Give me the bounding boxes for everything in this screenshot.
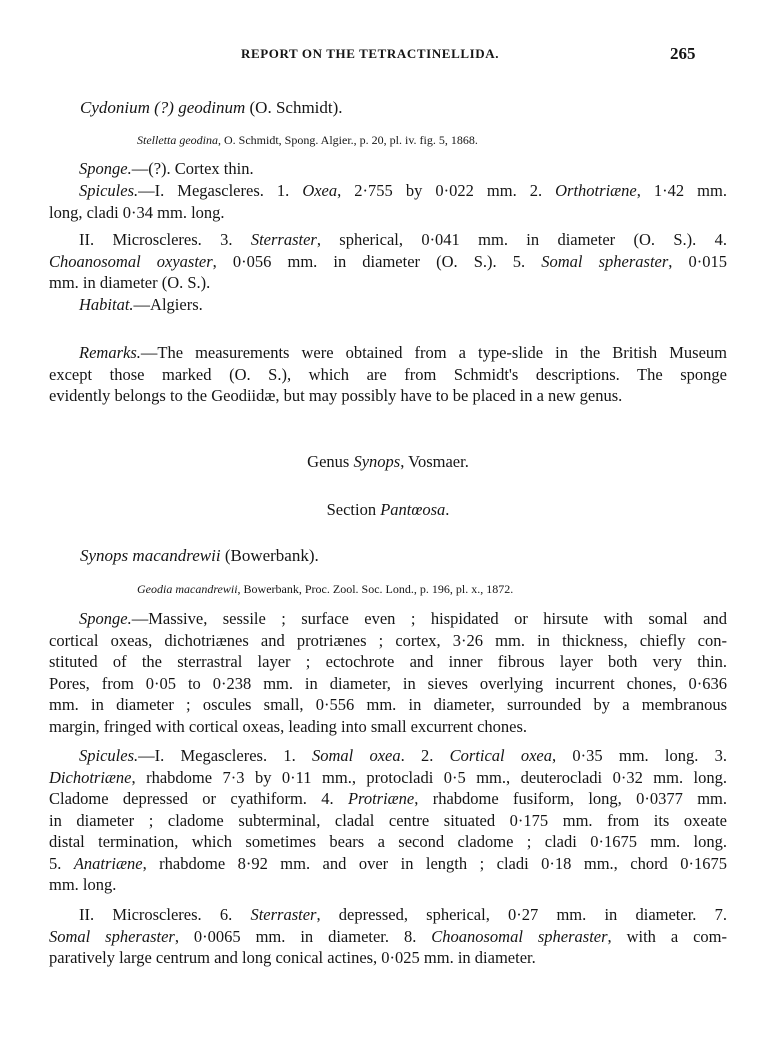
- species-name: Cydonium (?) geodinum: [80, 98, 246, 117]
- species-author: (O. Schmidt).: [249, 98, 343, 117]
- species-author: (Bowerbank).: [224, 546, 319, 565]
- sponge-paragraph: Sponge.—Massive, sessile ; surface even ; hispidated or hirsute with somal and cortical oxeas, dichotriænes and protriænes ; cortex, 3·26 mm. in thickness, chiefly con- stituted of the sterrastral layer ; ectochrote and inner fibrous layer both very thin. Pores, from 0·05 to 0·238 mm. in diameter, in sieves overlying incurrent chones, 0·636 mm. in diameter ; oscules small, 0·556 mm. in diameter, surrounded by a membranous margin, fringed with cortical oxeas, leading into small excurrent chones.: [49, 609, 727, 736]
- species-name: Synops macandrewii: [80, 546, 221, 565]
- sponge-paragraph: Sponge.—(?). Cortex thin.: [79, 159, 254, 178]
- genus-heading: Genus Synops, Vosmaer.: [307, 452, 469, 471]
- species-heading-synops: [80, 546, 319, 566]
- remarks-paragraph: Remarks.—The measurements were obtained from a type-slide in the British Museum except those marked (O. S.), which are from Schmidt's descriptions. The sponge evidently belongs to the Geodiidæ, but may possibly have to be placed in a new genus.: [49, 343, 727, 405]
- synonym-reference: Stelletta geodina, O. Schmidt, Spong. Algier., p. 20, pl. iv. fig. 5, 1868.: [137, 133, 478, 147]
- microscleres-paragraph: II. Microscleres. 3. Sterraster, spherical, 0·041 mm. in diameter (O. S.). 4. Choanosomal oxyaster, 0·056 mm. in diameter (O. S.). 5. Somal spheraster, 0·015 mm. in diameter (O. S.).: [49, 230, 727, 292]
- microscleres-paragraph: II. Microscleres. 6. Sterraster, depressed, spherical, 0·27 mm. in diameter. 7. Somal spheraster, 0·0065 mm. in diameter. 8. Choanosomal spheraster, with a com- paratively large centrum and long conical actines, 0·025 mm. in diameter.: [49, 905, 728, 967]
- synonym-reference: Geodia macandrewii, Bowerbank, Proc. Zool. Soc. Lond., p. 196, pl. x., 1872.: [137, 582, 514, 596]
- running-title: REPORT ON THE TETRACTINELLIDA.: [241, 46, 500, 61]
- section-heading: Section Pantœosa.: [326, 500, 450, 519]
- habitat-paragraph: Habitat.—Algiers.: [79, 295, 203, 314]
- spicules-paragraph: Spicules.—I. Megascleres. 1. Oxea, 2·755 by 0·022 mm. 2. Orthotriæne, 1·42 mm. long, cladi 0·34 mm. long.: [49, 181, 727, 222]
- page-number: 265: [670, 44, 696, 63]
- megascleres-paragraph: Spicules.—I. Megascleres. 1. Somal oxea. 2. Cortical oxea, 0·35 mm. long. 3. Dichotriæne, rhabdome 7·3 by 0·11 mm., protocladi 0·5 mm., deuterocladi 0·32 mm. long. Cladome depressed or cyathiform. 4. Protriæne, rhabdome fusiform, long, 0·0377 mm. in diameter ; cladome subterminal, cladal centre situated 0·175 mm. from its oxeate distal termination, which sometimes bears a second cladome ; cladi 0·1675 mm. long. 5. Anatriæne, rhabdome 8·92 mm. and over in length ; cladi 0·18 mm., chord 0·1675 mm. long.: [49, 746, 728, 894]
- species-heading-cydonium: [80, 98, 343, 118]
